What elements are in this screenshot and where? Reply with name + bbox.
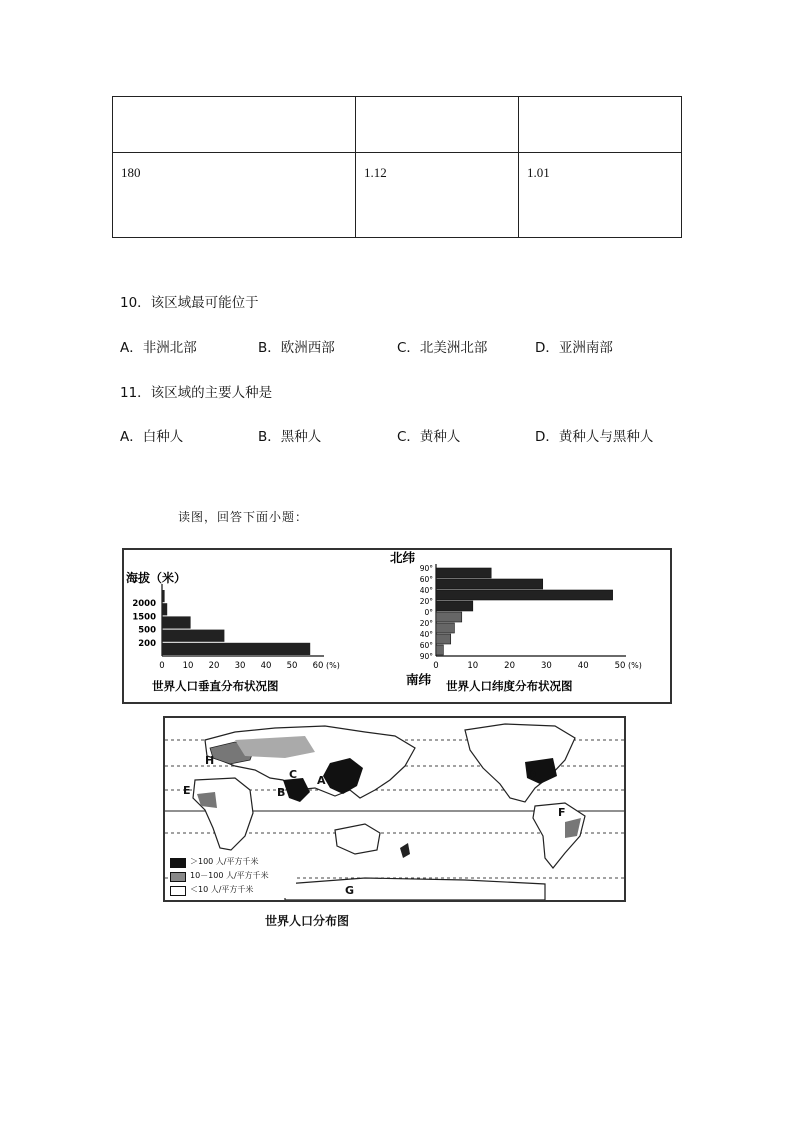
chart1-x-tick: 10 [182,661,194,671]
table-row [113,97,682,153]
table-cell: 180 [113,153,356,238]
legend-swatch-high [170,858,186,868]
legend-swatch-low [170,886,186,896]
chart1-x-tick: 20 [208,661,220,671]
chart1-bar [162,616,191,628]
charts-svg [124,550,670,702]
chart2-x-unit: (%) [628,661,642,670]
map-title: 世界人口分布图 [265,914,350,928]
chart2-y-tick: 40° [419,586,433,595]
chart2-title: 世界人口纬度分布状况图 [446,679,573,693]
map-letter-c: C [289,768,298,781]
q11-option-d[interactable]: D．黄种人与黑种人 [535,429,654,445]
map-letter-a: A [317,774,326,787]
q11-option-b[interactable]: B．黑种人 [258,429,322,445]
map-letter-g: G [345,884,355,897]
question-11-stem: 11．该区域的主要人种是 [120,385,273,401]
chart1-bar [162,603,167,615]
figure-intro: 读图，回答下面小题： [178,510,309,524]
map-letter-b: B [277,786,286,799]
chart2-x-tick: 50 [614,661,626,671]
map-letter-h: H [205,754,215,767]
chart2-y-tick: 40° [419,630,433,639]
q10-option-c[interactable]: C．北美洲北部 [397,340,488,356]
q10-option-b[interactable]: B．欧洲西部 [258,340,335,356]
chart1-x-tick: 30 [234,661,246,671]
table-cell [356,97,519,153]
q10-option-a[interactable]: A．非洲北部 [120,340,197,356]
chart2-bar [436,634,451,644]
chart1-y-tick: 2000 [132,599,156,610]
data-table [112,96,682,238]
chart2-x-tick: 20 [504,661,516,671]
map-letter-e: E [183,784,191,797]
chart2-x-tick: 30 [540,661,552,671]
question-10-stem: 10．该区域最可能位于 [120,295,259,311]
antarctica-shape [285,878,545,900]
legend-label-low: ＜10 人/平方千米 [190,885,254,894]
chart1-x-tick: 50 [286,661,298,671]
chart2-bar [436,579,543,589]
vertical-distribution-chart [126,570,340,693]
map-letter-f: F [558,806,566,819]
chart2-bottom-label: 南纬 [406,672,432,687]
chart1-bar [162,630,224,642]
legend-swatch-mid [170,872,186,882]
chart2-y-tick: 90° [419,564,433,573]
legend-label-mid: 10－100 人/平方千米 [190,871,269,880]
chart1-y-tick: 1500 [132,612,156,623]
chart1-y-tick: 200 [138,638,156,649]
chart2-y-tick: 0° [424,608,433,617]
chart2-bar [436,623,454,633]
chart1-y-tick: 500 [138,625,156,636]
chart2-x-tick: 10 [467,661,479,671]
chart1-title: 世界人口垂直分布状况图 [152,679,279,693]
chart1-y-label: 海拔（米） [126,571,187,585]
chart2-bar [436,612,462,622]
chart1-bar [162,643,310,655]
charts-panel [122,548,672,704]
chart2-bar [436,590,613,600]
chart2-y-tick: 20° [419,619,433,628]
world-map-panel [163,716,626,902]
chart2-bar [436,568,491,578]
north-america-shape [465,724,575,802]
table-cell: 1.01 [519,153,682,238]
chart1-bar [162,590,165,602]
map-legend [168,856,296,898]
chart1-x-tick: 40 [260,661,272,671]
legend-label-high: ＞100 人/平方千米 [190,857,259,866]
table-cell [519,97,682,153]
chart1-x-tick: 60 [312,661,324,671]
chart2-y-tick: 90° [419,652,433,661]
chart1-x-tick: 0 [159,661,165,671]
chart2-y-tick: 60° [419,641,433,650]
latitude-distribution-chart [390,550,642,693]
table-row [113,153,682,238]
q11-option-a[interactable]: A．白种人 [120,429,184,445]
africa-shape [193,778,253,850]
map-letter-d: D [527,768,537,781]
q11-option-c[interactable]: C．黄种人 [397,429,461,445]
new-zealand-shape [400,843,410,858]
q10-option-d[interactable]: D．亚洲南部 [535,340,613,356]
table-cell: 1.12 [356,153,519,238]
chart2-y-tick: 60° [419,575,433,584]
chart2-bar [436,601,473,611]
chart2-y-tick: 20° [419,597,433,606]
table-cell [113,97,356,153]
chart1-x-unit: (%) [326,661,340,670]
chart2-top-label: 北纬 [390,550,416,565]
chart2-x-tick: 40 [577,661,589,671]
chart2-bar [436,645,443,655]
australia-shape [335,824,380,854]
chart2-x-tick: 0 [433,661,439,671]
